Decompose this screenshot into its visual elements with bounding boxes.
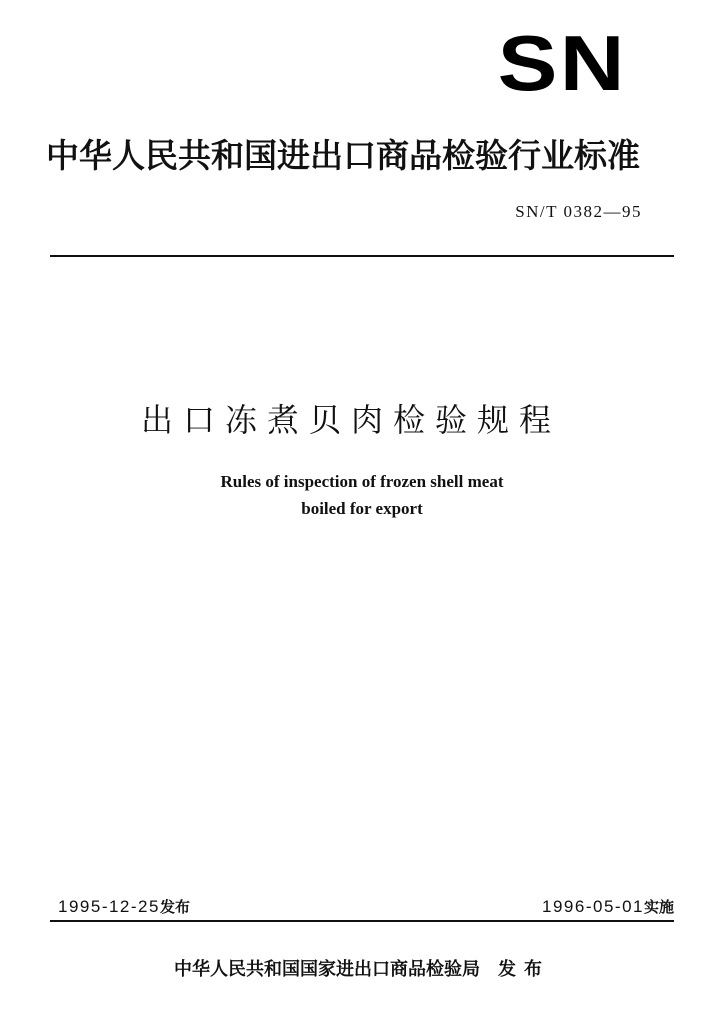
issue-date: 1995-12-25 (58, 897, 160, 916)
implement-date: 1996-05-01 (542, 897, 644, 916)
publisher-name: 中华人民共和国国家进出口商品检验局 (174, 959, 480, 980)
title-english-line-2: boiled for export (301, 499, 423, 518)
implement-date-group (542, 896, 674, 918)
issue-date-group (58, 896, 190, 918)
top-divider (50, 255, 674, 257)
title-chinese: 出口冻煮贝肉检验规程 (140, 401, 561, 439)
publisher-action: 发布 (498, 959, 550, 980)
issue-label: 发布 (159, 898, 190, 916)
bottom-divider (50, 920, 674, 922)
dates-row (58, 896, 674, 918)
implement-label: 实施 (643, 898, 674, 916)
sn-logo-text: SN (497, 19, 627, 107)
title-english-line-1: Rules of inspection of frozen shell meat (220, 472, 504, 491)
title-english (0, 468, 702, 522)
issuer-header: 中华人民共和国进出口商品检验行业标准 (46, 136, 640, 175)
sn-logo (497, 19, 627, 107)
standard-number: SN/T 0382—95 (515, 202, 642, 221)
publisher-line (0, 957, 702, 983)
